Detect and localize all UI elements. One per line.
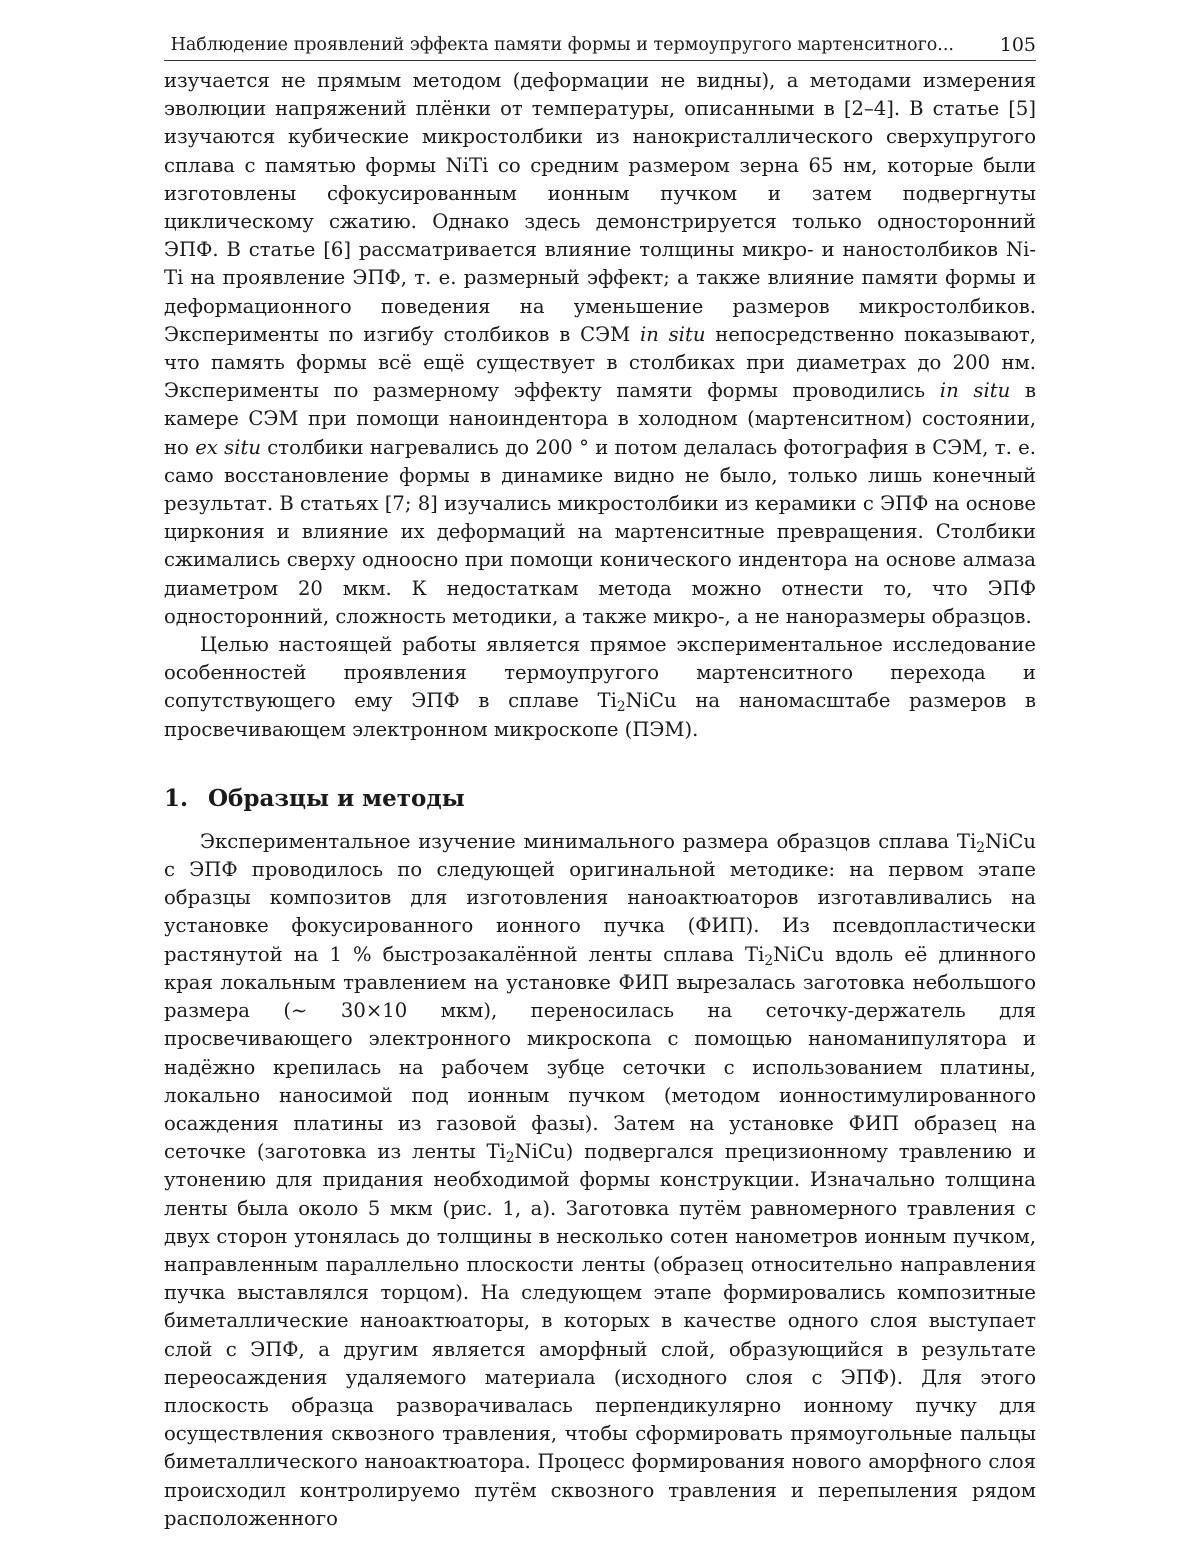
italic-term: in situ: [939, 379, 1011, 403]
paragraph-methods: [164, 828, 1036, 1533]
running-title: Наблюдение проявлений эффекта памяти формы и термоупругого мартенситного...: [170, 35, 954, 55]
text-run: столбики нагревались до 200 ° и потом делалась фотография в СЭМ, т. е. само восстановление формы в динамике видно не было, только лишь конечный результат. В статьях [7; 8] изучались микростолбики из керамики с ЭПФ на основе циркония и влияние их деформаций на мартенситные превращения. Столбики сжимались сверху одноосно при помощи конического индентора на основе алмаза диаметром 20 мкм. К недостаткам метода можно отнести то, что ЭПФ односторонний, сложность методики, а также микро-, а не наноразмеры образцов.: [164, 435, 1036, 628]
journal-page: [164, 30, 1036, 1533]
section-heading: [164, 784, 1036, 814]
italic-term: in situ: [639, 322, 706, 346]
italic-term: ex situ: [195, 435, 261, 459]
running-header: [164, 30, 1036, 61]
text-run: NiCu на наномасштабе размеров в просвечивающем электронном микроскопе (ПЭМ).: [164, 689, 1036, 741]
body-text: [164, 67, 1036, 1533]
section-title: Образцы и методы: [208, 784, 465, 812]
text-run: NiCu) подвергался прецизионному травлению и утонению для придания необходимой формы конструкции. Изначально толщина ленты была около 5 мкм (рис. 1, а). Заготовка путём равномерного травления с двух сторон утонялась до толщины в несколько сотен нанометров ионным пучком, направленным параллельно плоскости ленты (образец относительно направления пучка выставлялся торцом). На следующем этапе формировались композитные биметаллические наноактюаторы, в которых в качестве одного слоя выступает слой с ЭПФ, а другим является аморфный слой, образующийся в результате переосаждения удаляемого материала (исходного слоя с ЭПФ). Для этого плоскость образца разворачивалась перпендикулярно ионному пучку для осуществления сквозного травления, чтобы сформировать прямоугольные пальцы биметаллического наноактюатора. Процесс формирования нового аморфного слоя происходил контролируемо путём сквозного травления и перепыления рядом расположенного: [164, 1140, 1037, 1530]
text-run: изучается не прямым методом (деформации не видны), а методами измерения эволюции напряжений плёнки от температуры, описанными в [2–4]. В статье [5] изучаются кубические микростолбики из нанокристаллического сверхупругого сплава с памятью формы NiTi со средним размером зерна 65 нм, которые были изготовлены сфокусированным ионным пучком и затем подвергнуты циклическому сжатию. Однако здесь демонстрируется только односторонний ЭПФ. В статье [6] рассматривается влияние толщины микро- и наностолбиков Ni-Ti на проявление ЭПФ, т. е. размерный эффект; а также влияние памяти формы и деформационного поведения на уменьшение размеров микростолбиков. Эксперименты по изгибу столбиков в СЭМ: [164, 69, 1036, 346]
text-run: непосредственно показывают, что память формы всё ещё существует в столбиках при диаметрах до 200 нм. Эксперименты по размерному эффекту памяти формы проводились: [164, 322, 1037, 403]
subscript: 2: [976, 839, 985, 856]
text-run: Целью настоящей работы является прямое экспериментальное исследование особенностей проявления термоупругого мартенситного перехода и сопутствующего ему ЭПФ в сплаве Ti: [164, 633, 1036, 713]
text-run: NiCu с ЭПФ проводилось по следующей оригинальной методике: на первом этапе образцы композитов для изготовления наноактюаторов изготавливались на установке фокусированного ионного пучка (ФИП). Из псевдопластически растянутой на 1 % быстрозакалённой ленты сплава Ti: [164, 829, 1036, 966]
subscript: 2: [616, 699, 626, 716]
text-run: в камере СЭМ при помощи наноиндентора в холодном (мартенситном) состоянии, но: [164, 379, 1036, 459]
section-number: 1.: [164, 784, 189, 812]
paragraph-continuation: [164, 67, 1036, 631]
subscript: 2: [505, 1150, 515, 1167]
text-run: Экспериментальное изучение минимального размера образцов сплава Ti: [200, 829, 977, 853]
text-run: NiCu вдоль её длинного края локальным травлением на установке ФИП вырезалась заготовка небольшого размера (∼ 30×10 мкм), переносилась на сеточку-держатель для просвечивающего электронного микроскопа с помощью наноманипулятора и надёжно крепилась на рабочем зубце сеточки с использованием платины, локально наносимой под ионным пучком (методом ионностимулированного осаждения платины из газовой фазы). Затем на установке ФИП образец на сеточке (заготовка из ленты Ti: [164, 942, 1036, 1164]
subscript: 2: [764, 952, 774, 969]
paragraph-goal: [164, 631, 1036, 744]
page-number: 105: [999, 34, 1036, 56]
